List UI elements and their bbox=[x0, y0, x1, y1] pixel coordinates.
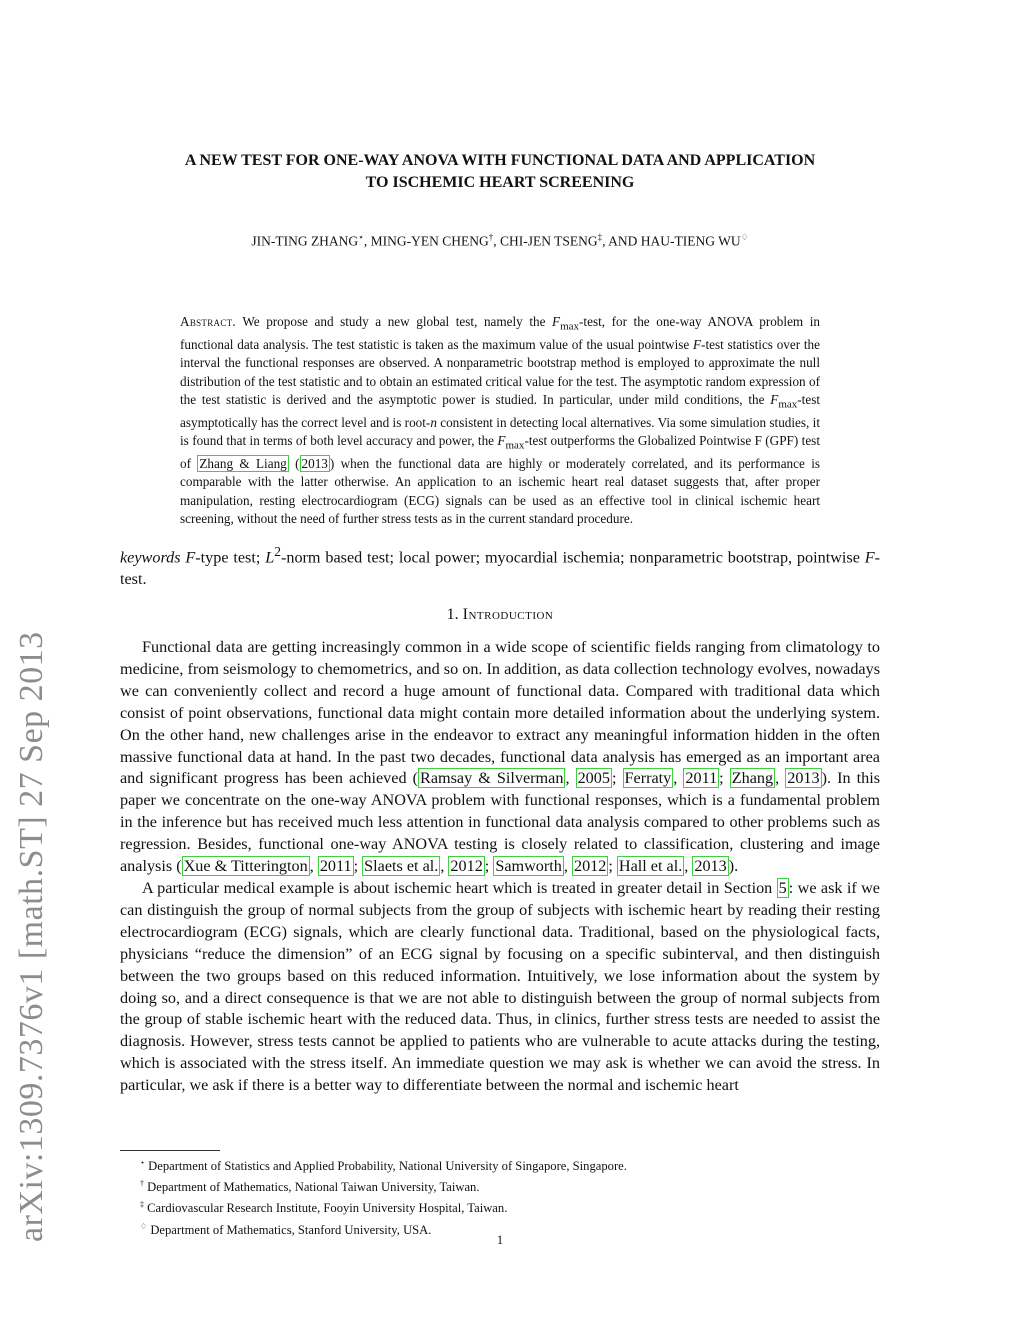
affil-mark: ‡ bbox=[597, 232, 603, 242]
keywords bbox=[120, 541, 880, 590]
keywords-label: keywords bbox=[120, 548, 181, 567]
abstract-text: -test asymptotically has the correct level and is root- bbox=[180, 391, 820, 430]
math-subscript: max bbox=[778, 398, 798, 411]
footnote bbox=[120, 1175, 880, 1196]
keywords-text: -type test; bbox=[195, 548, 266, 567]
title-line-2: TO ISCHEMIC HEART SCREENING bbox=[365, 174, 635, 191]
author-list: JIN-TING ZHANG⋆, MING-YEN CHENG†, CHI-JEN TSENG‡, AND HAU-TIENG WU♢ bbox=[251, 232, 749, 249]
citation-year-link[interactable]: 2005 bbox=[577, 769, 610, 788]
paragraph bbox=[120, 878, 880, 1097]
footnote-mark: † bbox=[140, 1179, 144, 1189]
footnote-mark: ♢ bbox=[140, 1221, 148, 1231]
paragraph-text: A particular medical example is about ischemic heart which is treated in greater detail in Section bbox=[142, 878, 777, 897]
abstract-text: -test, for the one-way ANOVA problem in functional data analysis. The test statistic is taken as the maximum value of the usual pointwise bbox=[180, 314, 821, 352]
math-symbol: F bbox=[770, 391, 779, 407]
footnotes bbox=[120, 1154, 880, 1239]
paragraph: Functional data are getting increasingly common in a wide scope of scientific fields ranging from climatology to medicine, from seismology to chemometrics, and so on. In addition, as data collection technology evolves, nowadays we can conveniently collect and record a huge amount of functional data. Compared with traditional data which consist of point observations, functional data might contain more detailed information about the underlying system. On the other hand, new challenges arise in the endeavor to extract any meaningful information hidden in the often massive functional data at hand. In the past two decades, functional data analysis has emerged as an important area and significant progress has been achieved ( Ramsay & Silverman , 2005 ; Ferraty , 2011 ; Zhang , 2013 ). In this paper we concentrate on the one-way ANOVA problem with functional responses, which is a fundamental problem in the inference but has received much less attention in functional data analysis compared to other problems such as regression. Besides, functional one-way ANOVA testing is closely related to classification, clustering and image analysis ( Xue & Titterington , 2011 ; Slaets et al. , 2012 ; Samworth , 2012 ; Hall et al. , 2013 ). bbox=[120, 638, 881, 876]
abstract-label: Abstract. bbox=[180, 314, 237, 329]
math-subscript: max bbox=[505, 439, 525, 452]
keywords-text: -test. bbox=[120, 548, 880, 589]
math-subscript: max bbox=[560, 320, 580, 333]
section-heading bbox=[120, 604, 880, 626]
affil-mark: ♢ bbox=[740, 232, 749, 242]
section-reference-link[interactable]: 5 bbox=[778, 878, 787, 897]
section-title: Introduction bbox=[462, 606, 554, 623]
abstract-text: when the functional data are highly or moderately correlated, and its performance is comparable with the latter otherwise. An application to an ischemic heart real dataset suggests that, after proper manipulation, resting electrocardiogram (ECG) signals can be used as an effective tool in clinical ischemic heart screening, without the need of further stress tests as in the current standard procedure. bbox=[180, 456, 820, 526]
body-text bbox=[120, 637, 880, 1097]
section-number: 1. bbox=[446, 606, 459, 623]
abstract-text: We propose and study a new global test, namely the bbox=[242, 314, 553, 329]
abstract-text: consistent in detecting local alternatives. Via some simulation studies, it is found that in terms of both level accuracy and power, the bbox=[180, 414, 820, 449]
citation-link[interactable]: Zhang & Liang bbox=[199, 456, 287, 471]
math-symbol: F bbox=[185, 548, 196, 567]
paper-title bbox=[120, 150, 880, 194]
page-number: 1 bbox=[496, 1233, 504, 1247]
author-name: CHI-JEN TSENG bbox=[499, 233, 598, 249]
math-symbol: n bbox=[430, 414, 437, 430]
footnote-text: Department of Mathematics, Stanford University, USA. bbox=[150, 1222, 432, 1237]
citation-link[interactable]: Samworth bbox=[495, 857, 562, 876]
footnote bbox=[120, 1196, 880, 1217]
paragraph-text: ). bbox=[728, 857, 739, 876]
math-symbol: L bbox=[265, 548, 275, 567]
paragraph-text: : we ask if we can distinguish the group of normal subjects from the group of subjects with ischemic heart by reading their resting electrocardiogram (ECG) signals, which are clearly functional data. Traditional, based on the physiological facts, physicians “reduce the dimension” of an ECG signal by focusing on a specific subinterval, and then distinguish between the two groups based on this reduced information. Intuitively, we lose information about the system by doing so, and a direct consequence is that we are not able to distinguish between the group of normal subjects from the group of stable ischemic heart with the reduced data. Thus, in clinics, further stress tests are needed to assist the diagnosis. However, stress tests cannot be applied to patients who are vulnerable to acute attacks during the testing, which is associated with the stress itself. An immediate question we may ask is whether we can avoid the stress. In particular, we ask if there is a better way to differentiate between the normal and ischemic heart bbox=[120, 878, 880, 1095]
footnote-rule bbox=[120, 1150, 220, 1151]
citation-link[interactable]: Ferraty bbox=[624, 769, 672, 788]
citation-year-link[interactable]: 2013 bbox=[787, 769, 820, 788]
abstract-text: -test statistics over the interval the functional responses are observed. A nonparametric bootstrap method is employed to approximate the null distribution of the test statistic and to obtain an estimated critical value for the test. The asymptotic random expression of the test statistic is derived and the asymptotic power is studied. In particular, under mild conditions, the bbox=[180, 336, 821, 407]
citation-year-link[interactable]: 2011 bbox=[319, 857, 352, 876]
footnote-mark: ‡ bbox=[140, 1200, 144, 1210]
paragraph-text: ). In this paper we concentrate on the one-way ANOVA problem with functional responses, which is a fundamental problem in the inference but has received much less attention in functional data analysis compared to other problems such as regression. Besides, functional one-way ANOVA testing is closely related to classification, clustering and image analysis ( bbox=[120, 769, 881, 876]
citation-year-link[interactable]: 2013 bbox=[301, 456, 328, 471]
citation-year-link[interactable]: 2011 bbox=[685, 769, 718, 788]
citation-year-link[interactable]: 2012 bbox=[573, 857, 607, 876]
citation-year-link[interactable]: 2013 bbox=[694, 857, 727, 876]
citation-year-link[interactable]: 2012 bbox=[450, 857, 483, 876]
abstract-text: -test outperforms the Globalized Pointwise F (GPF) test of bbox=[180, 433, 820, 471]
footnote-text: Department of Statistics and Applied Probability, National University of Singapore, Singapore. bbox=[148, 1159, 627, 1174]
math-symbol: F bbox=[497, 433, 506, 449]
footnote-text: Cardiovascular Research Institute, Fooyin University Hospital, Taiwan. bbox=[147, 1201, 508, 1216]
math-symbol: F bbox=[552, 314, 561, 329]
abstract: Abstract. We propose and study a new global test, namely the $F_{max}$-test, for the one-way ANOVA problem in functional data analysis. The test statistic is taken as the maximum value of the usual pointwise F-test statistics over the interval the functional responses are observed. A nonparametric bootstrap method is employed to approximate the null distribution of the test statistic and to obtain an estimated critical value for the test. The asymptotic random expression of the test statistic is derived and the asymptotic power is studied. In particular, under mild conditions, the $F_{max}$-test asymptotically has the correct level and is root-n consistent in detecting local alternatives. Via some simulation studies, it is found that in terms of both level accuracy and power, the $F_{max}$-test outperforms the Globalized Pointwise F (GPF) test of Zhang & Liang ( 2013 ) when the functional data are highly or moderately correlated, and its performance is comparable with the latter otherwise. An application to an ischemic heart real dataset suggests that, after proper manipulation, resting electrocardiogram (ECG) signals can be used as an effective tool in clinical ischemic heart screening, without the need of further stress tests as in the current standard procedure. bbox=[180, 314, 821, 526]
citation-link[interactable]: Xue & Titterington bbox=[183, 857, 308, 876]
title-line-1: A NEW TEST FOR ONE-WAY ANOVA WITH FUNCTIONAL DATA AND APPLICATION bbox=[184, 152, 816, 169]
keywords-text: -norm based test; local power; myocardial ischemia; nonparametric bootstrap, pointwise bbox=[280, 548, 865, 567]
footnote bbox=[120, 1154, 880, 1175]
citation-link[interactable]: Zhang bbox=[731, 769, 774, 788]
citation-link[interactable]: Slaets et al. bbox=[364, 857, 439, 876]
arxiv-stamp: arXiv:1309.7376v1 [math.ST] 27 Sep 2013 bbox=[13, 631, 50, 1242]
paragraph-text: Functional data are getting increasingly common in a wide scope of scientific fields ranging from climatology to medicine, from seismology to chemometrics, and so on. In addition, as data collection technology evolves, nowadays we can conveniently collect and record a huge amount of functional data. Compared with traditional data which consist of point observations, functional data might contain more detailed information about the underlying system. On the other hand, new challenges arise in the endeavor to extract any meaningful information hidden in the often massive functional data at hand. In the past two decades, functional data analysis has emerged as an important area and significant progress has been achieved ( bbox=[120, 638, 880, 788]
citation-link[interactable]: Hall et al. bbox=[618, 857, 683, 876]
author-name: MING-YEN CHENG bbox=[370, 233, 489, 249]
math-symbol: F bbox=[692, 336, 702, 352]
citation-link[interactable]: Ramsay & Silverman bbox=[420, 769, 564, 788]
footnote-text: Department of Mathematics, National Taiwan University, Taiwan. bbox=[147, 1180, 480, 1195]
math-symbol: F bbox=[864, 548, 875, 567]
math-superscript: 2 bbox=[274, 544, 281, 559]
affil-mark: † bbox=[488, 232, 494, 242]
author-name: AND HAU-TIENG WU bbox=[608, 233, 741, 249]
footnote-mark: ⋆ bbox=[140, 1158, 146, 1167]
author-name: JIN-TING ZHANG bbox=[251, 233, 359, 249]
affil-mark: ⋆ bbox=[358, 232, 364, 242]
